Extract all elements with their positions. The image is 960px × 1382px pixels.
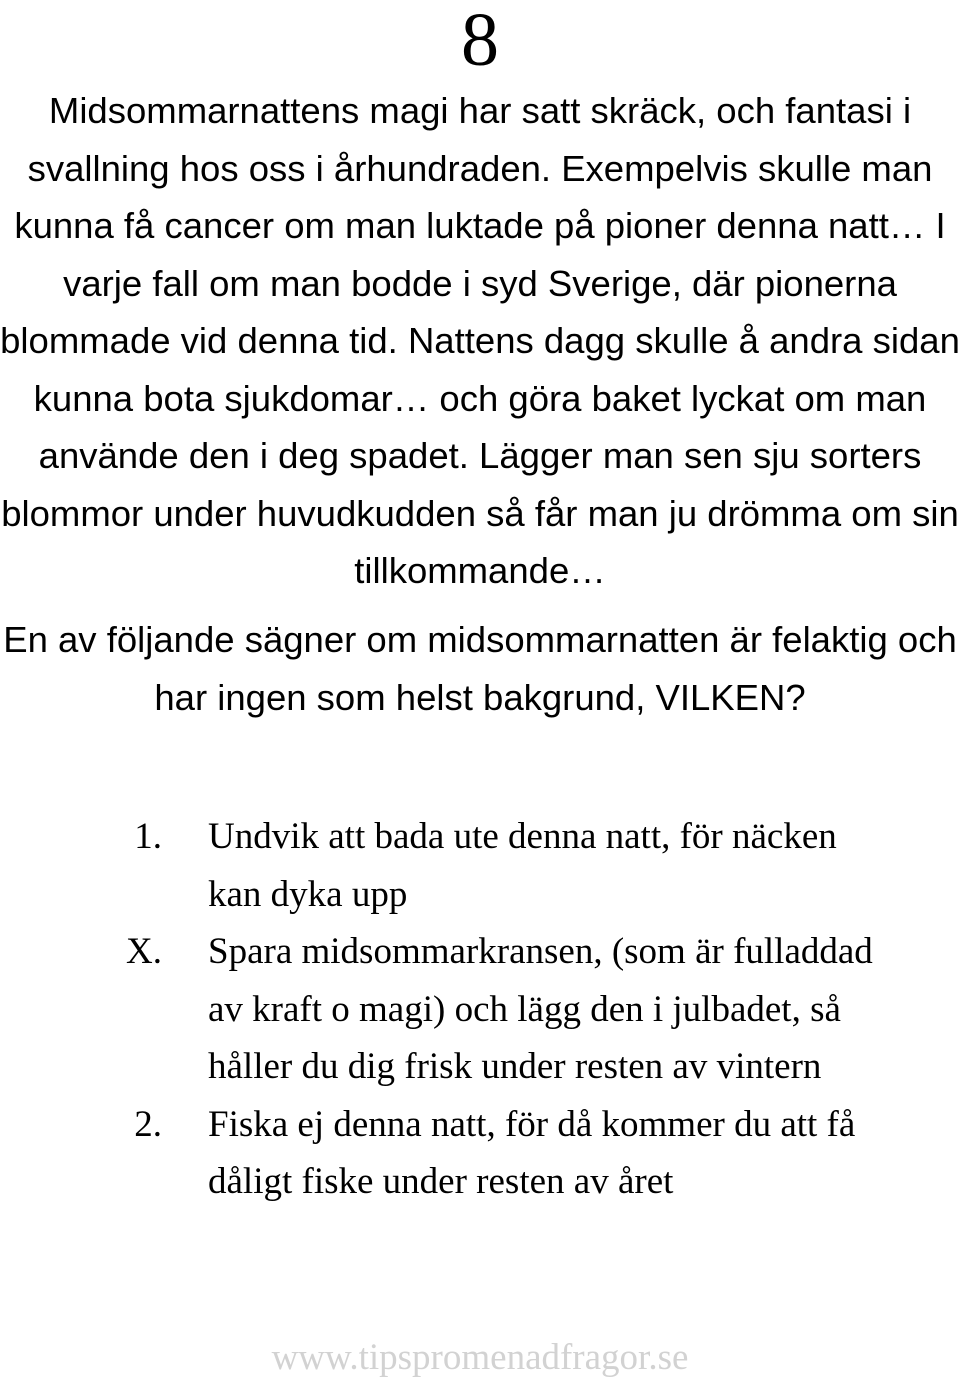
- option-key-x: X.: [126, 931, 162, 972]
- option-text-1: Undvik att bada ute denna natt, för näcken kan dyka upp: [208, 816, 837, 915]
- option-2: [0, 1096, 880, 1211]
- question-prompt: En av följande sägner om midsommarnatten är felaktig och har ingen som helst bakgrund, VILKEN?: [3, 619, 957, 718]
- option-text-2: Fiska ej denna natt, för då kommer du att få dåligt fiske under resten av året: [208, 1103, 856, 1202]
- page-number: 8: [461, 0, 499, 82]
- option-key-2: 2.: [134, 1103, 162, 1145]
- answer-options: [0, 808, 960, 1211]
- footer-watermark-url: www.tipspromenadfragor.se: [271, 1337, 689, 1378]
- option-1: [0, 808, 880, 923]
- option-x: [0, 923, 880, 1096]
- option-key-1: 1.: [134, 816, 162, 857]
- intro-paragraph: Midsommarnattens magi har satt skräck, och fantasi i svallning hos oss i århundraden. Exempelvis skulle man kunna få cancer om man luktade på pioner denna natt… I varje fall om man bodde i syd Sverige, där pionerna blommade vid denna tid. Nattens dagg skulle å andra sidan kunna bota sjukdomar… och göra baket lyckat om man använde den i deg spadet. Lägger man sen sju sorters blommor under huvudkudden så får man ju drömma om sin tillkommande…: [0, 90, 960, 591]
- option-text-x: Spara midsommarkransen, (som är fulladdad av kraft o magi) och lägg den i julbadet, så håller du dig frisk under resten av vintern: [208, 931, 873, 1087]
